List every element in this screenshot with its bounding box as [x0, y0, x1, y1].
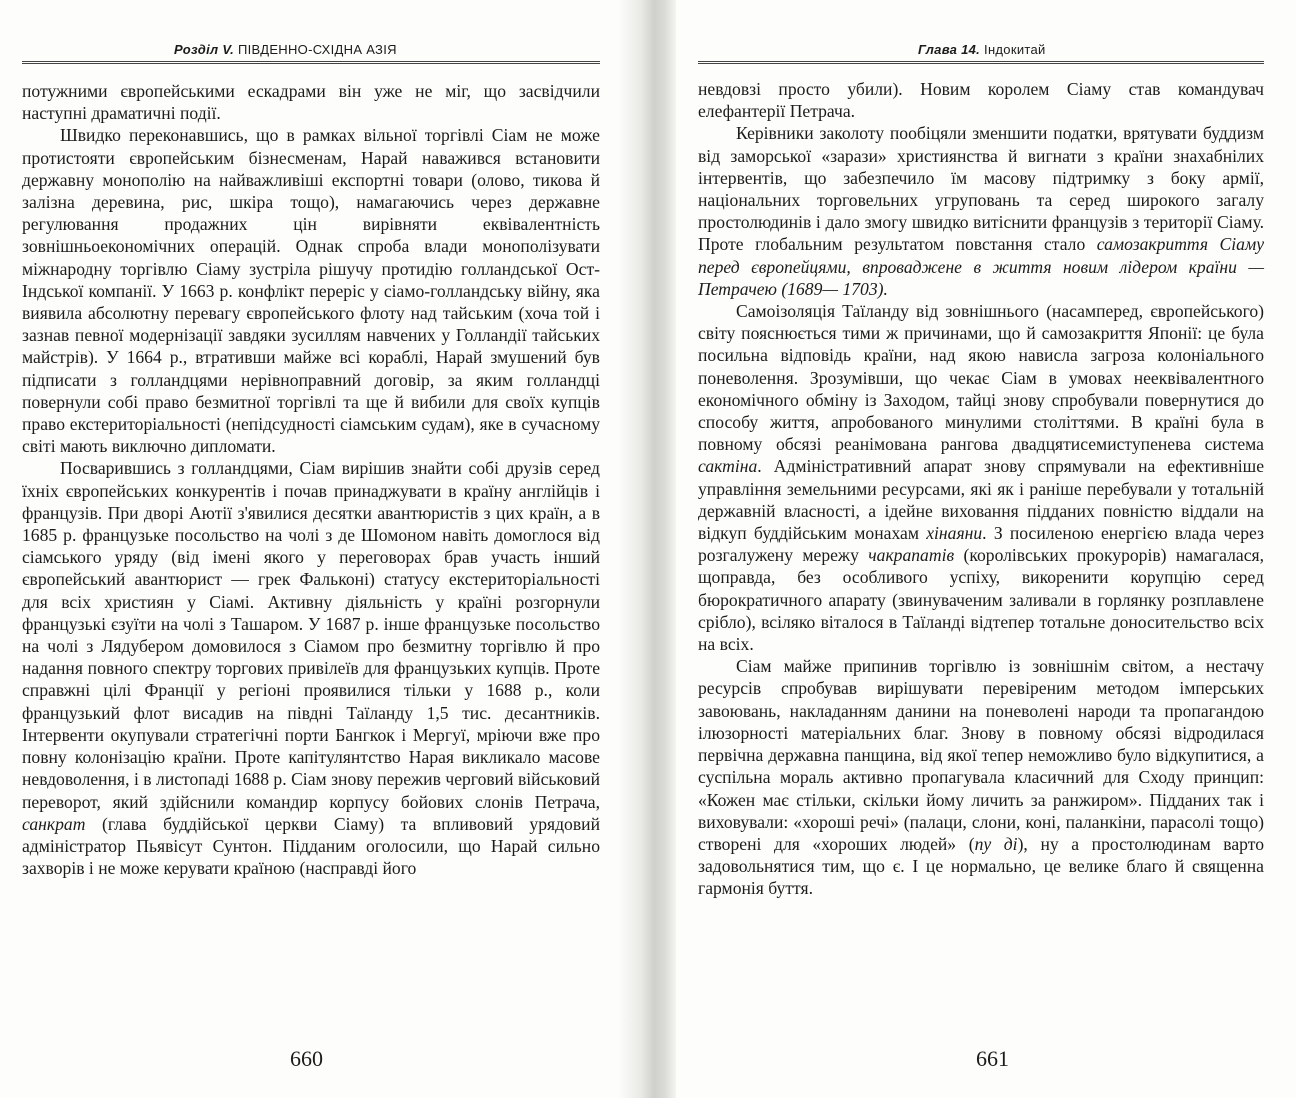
text-run: невдовзі просто убили). Новим королем Сіаму став командувач елефантерії Петрача. [698, 79, 1264, 122]
italic-term: чакрапатів [868, 545, 955, 566]
text-run: Посварившись з голландцями, Сіам вирішив знайти собі друзів серед їхніх європейських конкурентів і почав принаджувати в країну англійців і французів. При дворі Аютії з'явилися десятки авантюристів з цих країн, а в 1685 р. французьке посольство на чолі з де Шомоном навіть домоглося від сіамського уряду (від імені якого у переговорах брав участь інший європейський авантюрист — грек Фальконі) статусу екстериторіальності для всіх християн у Сіамі. Активну діяльність у країні розгорнули французькі єзуїти на чолі з Ташаром. У 1687 р. інше французьке посольство на чолі з Лядубером домовилося з Сіамом про безмитну торгівлю й про надання повного спектру торгових привілеїв для французьких купців. Проте справжні цілі Франції у регіоні проявилися тільки у 1688 р., коли французький флот висадив на півдні Таїланду 1,5 тис. десантників. Інтервенти окупували стратегічні порти Бангкок і Мергуї, мріючи вже про повну колонізацію країни. Проте капітулянтство Нарая викликало масове невдоволення, і в листопаді 1688 р. Сіам знову пережив черговий військовий переворот, який здійснили командир корпусу бойових слонів Петрача, [22, 458, 600, 812]
right-page [698, 0, 1264, 1098]
chapter-label: Глава 14. [918, 42, 981, 57]
italic-term: санкрат [22, 813, 86, 834]
paragraph [698, 78, 1264, 122]
paragraph [698, 655, 1264, 899]
book-gutter [618, 0, 676, 1098]
running-head-right [918, 42, 1046, 57]
italic-term: самозакриття Сіаму перед європейцями, впроваджене в життя новим лідером країни — Петрачею (1689— 1703). [698, 234, 1264, 299]
chapter-title: Індокитай [984, 42, 1046, 57]
text-run: Сіам майже припинив торгівлю із зовнішнім світом, а нестачу ресурсів спробував вирішувати перевіреним методом імперських завоювань, накладанням данини на поневолені народи та пропагандою ілюзорності матеріальних благ. Знову в повному обсязі відродилася первічна державна панщина, від якої тепер неможливо було відкупитися, а суспільна мораль активно пропагувала класичний для Сходу принцип: «Кожен має стільки, скільки йому личить за ранжиром». Підданих так і виховували: «хороші речі» (палаци, слони, коні, паланкіни, парасолі тощо) створені для «хороших людей» ( [698, 656, 1264, 854]
right-page-body [698, 78, 1264, 900]
text-run: Швидко переконавшись, що в рамках вільної торгівлі Сіам не може протистояти європейським бізнесменам, Нарай наважився встановити державну монополію на найважливіші експортні товари (олово, тикова й залізна деревина, рис, шкіра тощо), намагаючись через державне регулювання продажних цін вирівняти еквівалентність зовнішньоекономічних операцій. Однак спроба влади монополізувати міжнародну торгівлю Сіаму зустріла рішучу протидію голландської Ост-Індської компанії. У 1663 р. конфлікт переріс у сіамо-голландську війну, яка виявила абсолютну перевагу європейського флоту над тайським (хоча той і зазнав певної модернізації завдяки зусиллям навчених у Голландії тайських майстрів). У 1664 р., втративши майже всі кораблі, Нарай змушений був підписати з голландцями нерівноправний договір, за яким голландці повернули собі право безмитної торгівлі та ще й вибили для своїх купців право екстериторіальності (непідсудності сіамським судам), яке в сучасному світі мають виключно дипломати. [22, 125, 600, 457]
left-page [22, 0, 600, 1098]
header-rule-right [698, 61, 1264, 64]
paragraph [22, 457, 600, 879]
section-title: ПІВДЕННО-СХІДНА АЗІЯ [237, 42, 397, 57]
italic-term: пу ді [974, 833, 1018, 854]
section-label: Розділ V. [174, 42, 235, 57]
paragraph [698, 122, 1264, 300]
text-run: (глава буддійської церкви Сіаму) та впливовий урядовий адміністратор Пьявісут Сунтон. Підданим оголосили, що Нарай сильно захворів і не може керувати країною (насправді його [22, 813, 600, 879]
text-run: Керівники заколоту пообіцяли зменшити податки, врятувати буддизм від заморської «зарази» християнства й вигнати з країни знахабнілих інтервентів, що забезпечило їм масову підтримку з боку армії, національних торговельних угруповань та серед широкого загалу простолюдинів і дало змогу швидко витіснити французів з території Сіаму. Проте глобальним результатом повстання стало [698, 123, 1264, 255]
text-run: . З посиленою енергією влада через розгалужену мережу [698, 523, 1264, 566]
paragraph [22, 124, 600, 457]
running-head-left [174, 42, 397, 57]
left-page-body [22, 80, 600, 879]
text-run: потужними європейськими ескадрами він уже не міг, що засвідчили наступні драматичні події. [22, 81, 600, 124]
text-run: (королівських прокурорів) намагалася, щоправда, без особливого успіху, викоренити корупцію серед бюрократичного апарату (звинуваченим заливали в горлянку розплавлене срібло), всіляко віталося в Таїланді відтепер тотальне доносительство всіх на всіх. [698, 545, 1264, 655]
page-number-left: 660 [290, 1046, 323, 1071]
paragraph [22, 80, 600, 124]
header-rule-left [22, 61, 600, 64]
italic-term: хінаяни [926, 523, 983, 544]
text-run: ), ну а простолюдинам варто задовольнятися тим, що є. І це нормально, це велике благо й священна гармонія буття. [698, 833, 1265, 899]
paragraph [698, 300, 1264, 655]
text-run: . Адміністративний апарат знову спрямували на ефективніше управління земельними ресурсами, які як і раніше перебували у тотальній державній власності, а ідейне виховання підданих повністю віддали на відкуп буддійським монахам [698, 456, 1264, 544]
page-number-right: 661 [976, 1046, 1009, 1071]
italic-term: сактіна [698, 456, 758, 477]
text-run: Самоізоляція Таїланду від зовнішнього (насамперед, європейського) світу пояснюється тими ж причинами, що й самозакриття Японії: це була посильна відповідь країни, над якою нависла загроза колоніального поневолення. Зрозумівши, що чекає Сіам в умовах нееквівалентного економічного обміну із Заходом, тайці знову спробували повернутися до способу життя, апробованого минулими століттями. В країні була в повному обсязі реанімована рангова двадцятисемиступенева система [698, 301, 1264, 455]
